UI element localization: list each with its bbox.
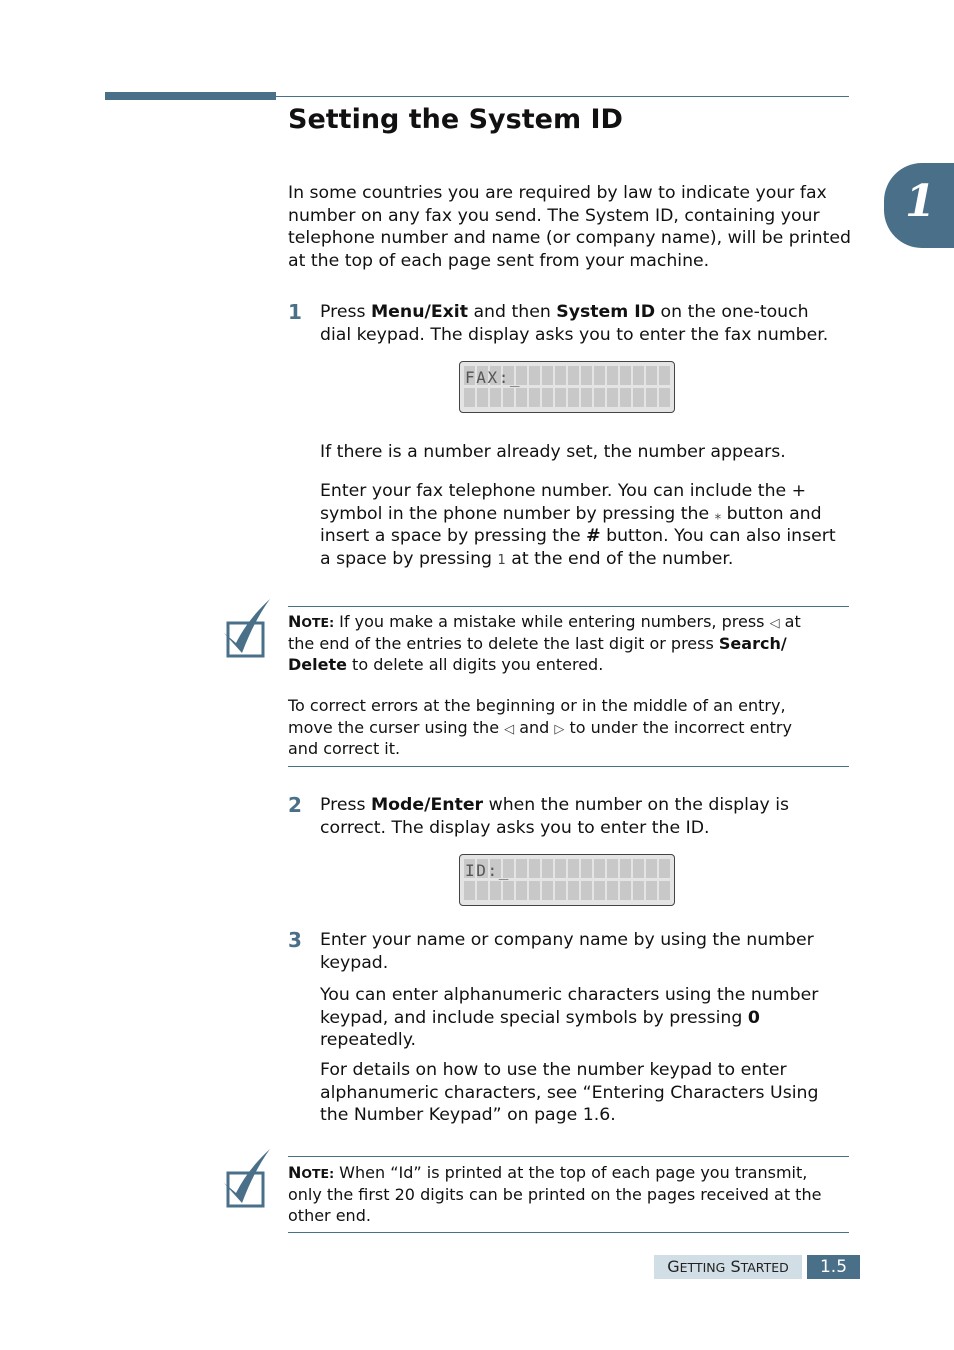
left-arrow-icon: ◁ <box>769 616 780 631</box>
note-bottom-rule <box>288 766 849 767</box>
step1-text: Press Menu/Exit and then System ID on the one-touch dial keypad. The display asks you to enter the fax number. <box>320 302 829 345</box>
step2-text: Press Mode/Enter when the number on the display is correct. The display asks you to enter the ID. <box>320 795 790 838</box>
header-accent-bar <box>105 92 276 100</box>
checkmark-note-icon <box>222 597 272 661</box>
footer-page-number: 1.5 <box>807 1255 860 1279</box>
left-arrow-icon: ◁ <box>504 721 515 737</box>
note-bottom-rule <box>288 1232 849 1233</box>
step-number: 2 <box>288 793 302 817</box>
chapter-number: 1 <box>905 176 936 227</box>
one-key-icon: 1 <box>497 552 506 568</box>
lcd-text: FAX:_ <box>465 368 522 387</box>
note2-text: NOTE: When “Id” is printed at the top of each page you transmit, only the first 20 digits can be printed on the pages received at the other end. <box>288 1163 822 1225</box>
right-arrow-icon: ▷ <box>554 721 565 737</box>
intro-paragraph: In some countries you are required by law to indicate your fax number on any fax you send. The System ID, containing your telephone number and name (or company name), will be printed at the top of each page sent from your machine. <box>288 183 851 271</box>
footer-section-label: GETTING STARTED <box>654 1255 802 1279</box>
step3-paragraph2: You can enter alphanumeric characters using the number keypad, and include special symbols by pressing 0 repeatedly. <box>320 985 819 1050</box>
lcd-row <box>464 388 670 407</box>
note-top-rule <box>288 606 849 607</box>
lcd-display-id <box>459 854 675 906</box>
lcd-text: ID:_ <box>465 861 510 880</box>
checkmark-note-icon <box>222 1147 272 1211</box>
step-number: 1 <box>288 300 302 324</box>
step1-after-text: If there is a number already set, the number appears. <box>320 442 786 462</box>
step3-text: Enter your name or company name by using the number keypad. <box>320 930 814 973</box>
lcd-row <box>464 881 670 900</box>
note1-paragraph2: To correct errors at the beginning or in the middle of an entry, move the curser using the ◁ and ▷ to under the incorrect entry and correct it. <box>288 696 792 758</box>
star-key-icon: ⁎ <box>714 507 722 523</box>
note-top-rule <box>288 1156 849 1157</box>
note1-text: NOTE: If you make a mistake while entering numbers, press ◁ at the end of the entries to delete the last digit or press Search/ Delete to delete all digits you entered. <box>288 612 801 674</box>
step3-paragraph3: For details on how to use the number keypad to enter alphanumeric characters, see “Entering Characters Using the Number Keypad” on page 1.6. <box>320 1060 819 1125</box>
step-number: 3 <box>288 928 302 952</box>
lcd-display-fax <box>459 361 675 413</box>
header-rule <box>276 96 849 97</box>
page-title: Setting the System ID <box>288 104 623 135</box>
step1-entry-instructions: Enter your fax telephone number. You can include the + symbol in the phone number by pressing the ⁎ button and insert a space by pressing the # button. You can also insert a space by pressing 1 at the end of the number. <box>320 481 836 569</box>
